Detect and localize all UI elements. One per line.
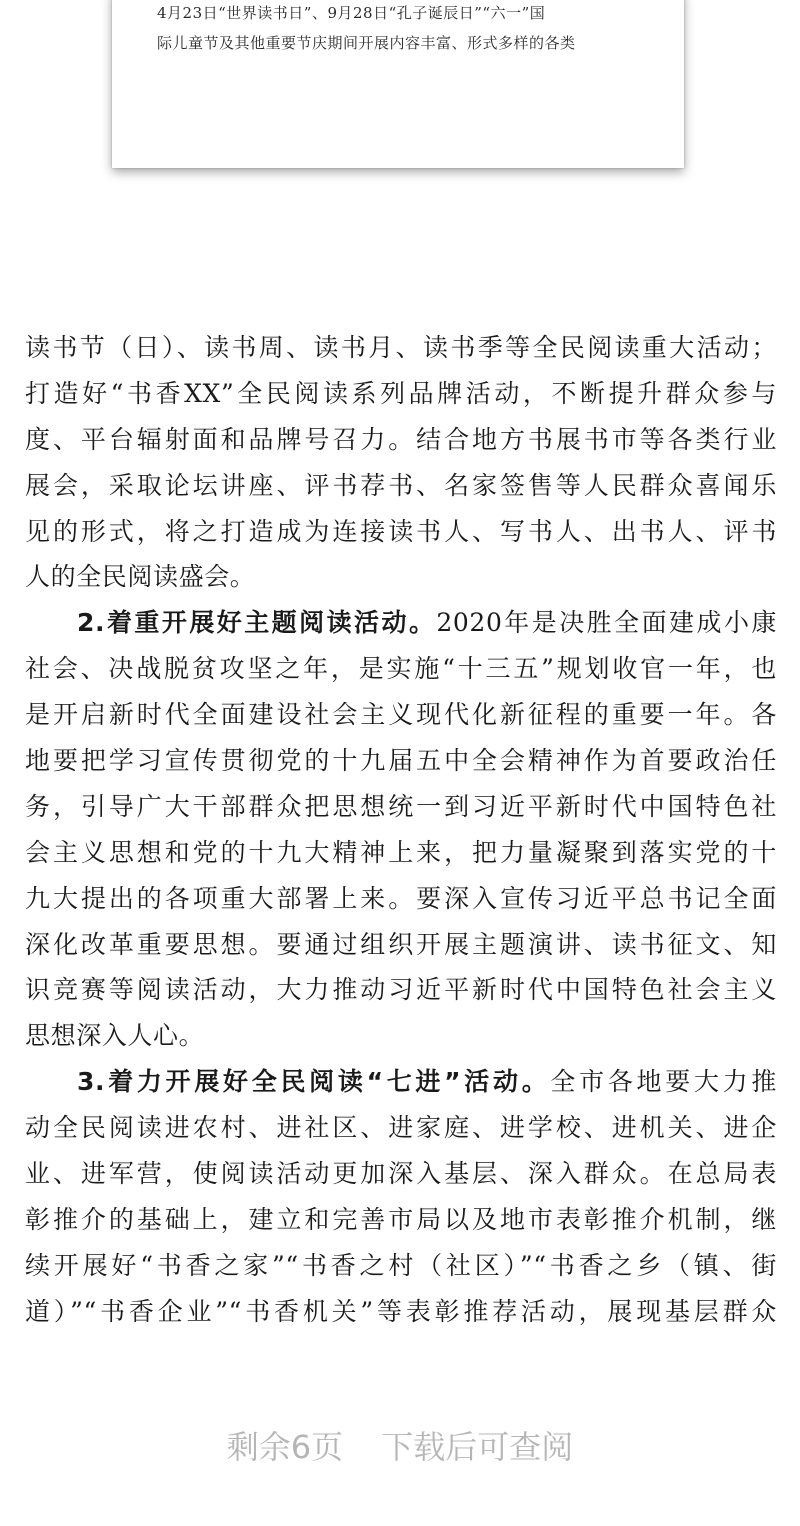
download-prompt[interactable] xyxy=(0,1422,800,1468)
body-text-run: 2020年是决胜全面建成小康 xyxy=(436,608,777,638)
body-line: 识竞赛等阅读活动，大力推动习近平新时代中国特色社会主义 xyxy=(25,975,777,1005)
body-line: 彰推介的基础上，建立和完善市局以及地市表彰推介机制，继 xyxy=(25,1204,777,1234)
body-text-run: 全市各地要大力推 xyxy=(550,1067,777,1097)
preview-page-card xyxy=(112,0,684,168)
document-body xyxy=(25,325,777,1335)
body-line: 打造好“书香XX”全民阅读系列品牌活动，不断提升群众参与 xyxy=(25,378,777,408)
body-line: 思想深入人心。 xyxy=(25,1021,205,1051)
paragraph-2-first-line xyxy=(25,600,777,646)
body-line: 见的形式，将之打造成为连接读书人、写书人、出书人、评书 xyxy=(25,516,777,546)
body-line: 务，引导广大干部群众把思想统一到习近平新时代中国特色社 xyxy=(25,791,777,821)
body-line: 地要把学习宣传贯彻党的十九届五中全会精神作为首要政治任 xyxy=(25,746,777,776)
section-heading-2: 2.着重开展好主题阅读活动。 xyxy=(77,608,437,638)
body-line: 人的全民阅读盛会。 xyxy=(25,562,256,592)
body-line: 续开展好“书香之家”“书香之村（社区）”“书香之乡（镇、街 xyxy=(25,1250,777,1280)
body-line: 度、平台辐射面和品牌号召力。结合地方书展书市等各类行业 xyxy=(25,424,777,454)
remaining-pages-label[interactable]: 剩余6页 xyxy=(226,1428,344,1466)
body-line: 展会，采取论坛讲座、评书荐书、名家签售等人民群众喜闻乐 xyxy=(25,470,777,500)
section-heading-3: 3.着力开展好全民阅读“七进”活动。 xyxy=(77,1067,551,1097)
download-to-view-label[interactable]: 下载后可查阅 xyxy=(381,1428,574,1466)
body-line: 社会、决战脱贫攻坚之年，是实施“十三五”规划收官一年，也 xyxy=(25,654,777,684)
body-line: 动全民阅读进农村、进社区、进家庭、进学校、进机关、进企 xyxy=(25,1113,777,1143)
paragraph-3-first-line xyxy=(25,1059,777,1105)
preview-line-1: 4月23日“世界读书日”、9月28日“孔子诞辰日”“六一”国 xyxy=(157,4,546,22)
body-line: 深化改革重要思想。要通过组织开展主题演讲、读书征文、知 xyxy=(25,929,777,959)
body-line: 九大提出的各项重大部署上来。要深入宣传习近平总书记全面 xyxy=(25,883,777,913)
body-line: 是开启新时代全面建设社会主义现代化新征程的重要一年。各 xyxy=(25,700,777,730)
body-line: 业、进军营，使阅读活动更加深入基层、深入群众。在总局表 xyxy=(25,1159,777,1189)
body-line: 道）”“书香企业”“书香机关”等表彰推荐活动，展现基层群众 xyxy=(25,1296,777,1326)
body-line: 会主义思想和党的十九大精神上来，把力量凝聚到落实党的十 xyxy=(25,837,777,867)
body-line: 读书节（日）、读书周、读书月、读书季等全民阅读重大活动； xyxy=(25,333,777,362)
preview-line-2: 际儿童节及其他重要节庆期间开展内容丰富、形式多样的各类 xyxy=(157,34,576,52)
